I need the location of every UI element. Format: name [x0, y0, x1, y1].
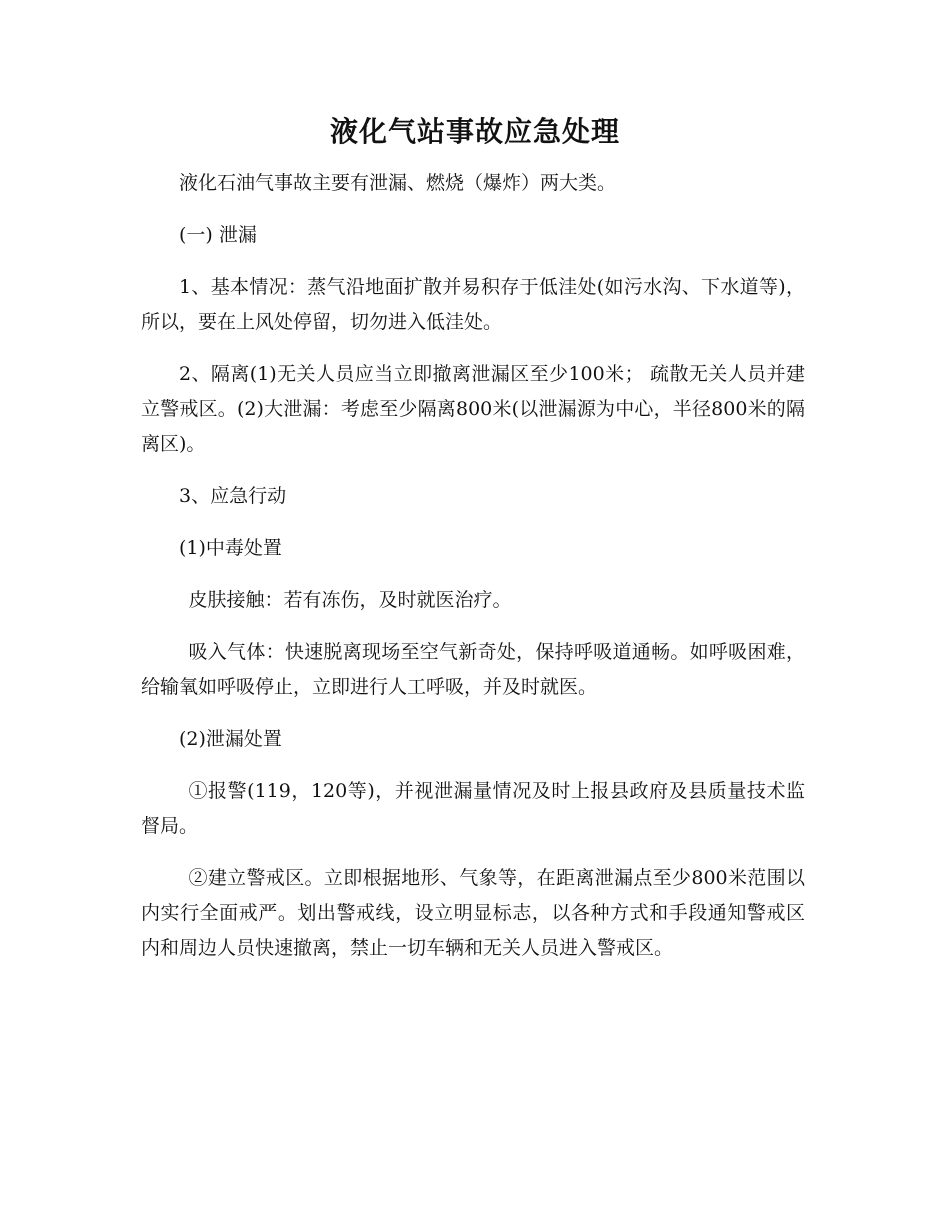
subheading-leak-handling: (2)泄漏处置: [179, 728, 282, 750]
paragraph-emergency-action: 3、应急行动: [179, 485, 287, 507]
paragraph-basic-situation: 1、基本情况：蒸气沿地面扩散并易积存于低洼处(如污水沟、下水道等)，所以，要在上风处停留，切勿进入低洼处。: [141, 276, 805, 333]
paragraph-alarm: ①报警(119，120等)，并视泄漏量情况及时上报县政府及县质量技术监督局。: [141, 780, 805, 837]
paragraph-inhalation: 吸入气体：快速脱离现场至空气新奇处，保持呼吸道通畅。如呼吸困难，给输氧如呼吸停止，立即进行人工呼吸，并及时就医。: [141, 641, 805, 698]
paragraph-cordon: ②建立警戒区。立即根据地形、气象等，在距离泄漏点至少800米范围以内实行全面戒严。划出警戒线，设立明显标志，以各种方式和手段通知警戒区内和周边人员快速撤离，禁止一切车辆和无关人员进入警戒区。: [141, 867, 805, 959]
paragraph-skin-contact: 皮肤接触：若有冻伤，及时就医治疗。: [188, 589, 512, 611]
paragraph-intro: 液化石油气事故主要有泄漏、燃烧（爆炸）两大类。: [179, 172, 617, 194]
document-body: [141, 166, 805, 966]
subheading-poisoning: (1)中毒处置: [179, 537, 282, 559]
paragraph-isolation: 2、隔离(1)无关人员应当立即撤离泄漏区至少100米； 疏散无关人员并建立警戒区。(2)大泄漏：考虑至少隔离800米(以泄漏源为中心，半径800米的隔离区)。: [141, 363, 805, 455]
section-heading-leak: (一) 泄漏: [179, 224, 257, 246]
document-title: 液化气站事故应急处理: [329, 115, 620, 148]
